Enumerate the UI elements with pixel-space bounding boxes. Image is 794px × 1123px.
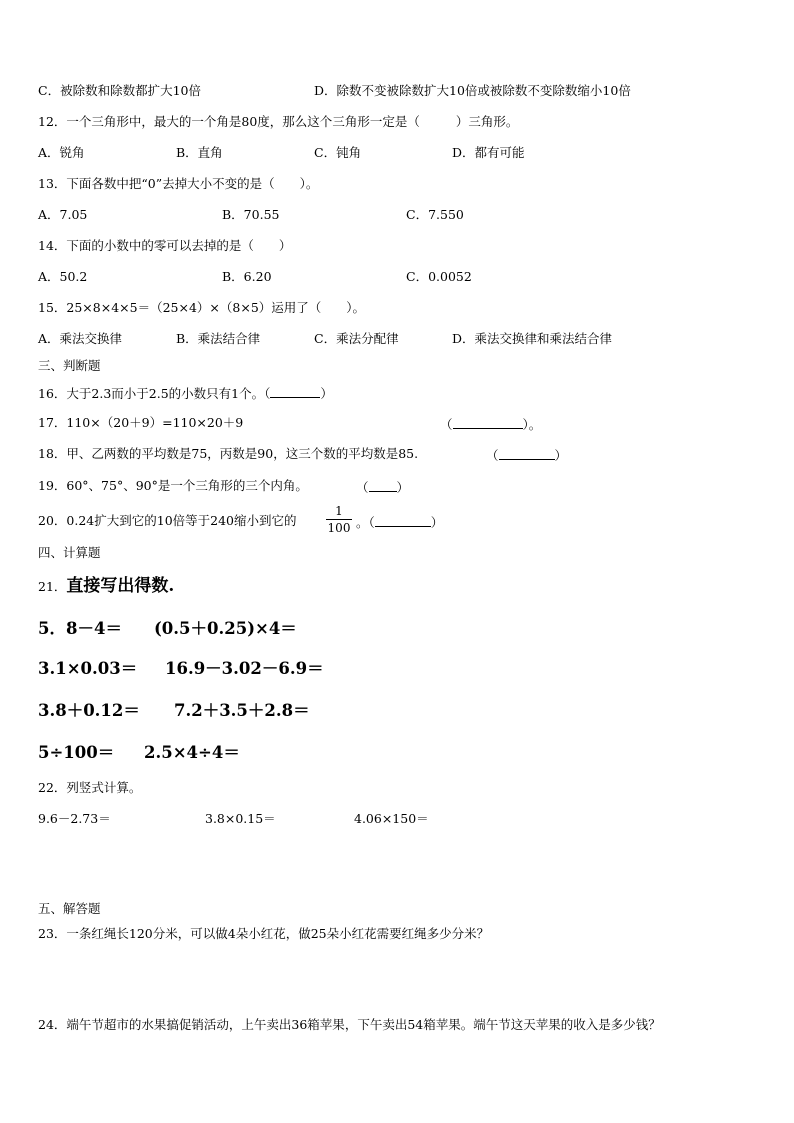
q20-after: 。（ xyxy=(356,515,375,530)
q19-close: ） xyxy=(396,480,410,495)
q18-answer xyxy=(486,448,567,463)
q15-option-a: A．乘法交换律 xyxy=(38,331,123,346)
section-5-heading: 五、解答题 xyxy=(38,901,101,916)
section-4-heading: 四、计算题 xyxy=(38,545,101,560)
q15-option-c: C．乘法分配律 xyxy=(314,331,399,346)
q21-item: 3.1×0.03＝ xyxy=(38,659,138,678)
q13-option-a: A．7.05 xyxy=(38,207,88,222)
q14-stem: 14．下面的小数中的零可以去掉的是（ ） xyxy=(38,238,292,253)
q17-answer-blank[interactable] xyxy=(453,417,523,429)
q21-item: 16.9－3.02－6.9＝ xyxy=(165,659,324,678)
q16-close: ） xyxy=(320,386,333,401)
q12-option-c: C．钝角 xyxy=(314,145,362,160)
q15-stem: 15．25×8×4×5＝（25×4）×（8×5）运用了（ ）。 xyxy=(38,300,366,315)
q21-title: 直接写出得数. xyxy=(66,576,175,596)
q21-item: 2.5×4÷4＝ xyxy=(144,743,240,762)
q17-close: ）。 xyxy=(522,417,542,432)
q17-text: 17．110×（20＋9）=110×20＋9 xyxy=(38,415,244,430)
q18-open: （ xyxy=(486,448,499,463)
q16-text: 16．大于2.3而小于2.5的小数只有1个。（ xyxy=(38,386,271,401)
q20-text: 20．0.24扩大到它的10倍等于240缩小到它的 xyxy=(38,513,297,528)
q12-stem-part2: ）三角形。 xyxy=(455,114,519,129)
section-3-heading: 三、判断题 xyxy=(38,358,101,373)
q20-answer-blank[interactable] xyxy=(375,515,431,527)
q16-answer-blank[interactable] xyxy=(270,386,320,398)
q21-item: 5÷100＝ xyxy=(38,743,115,762)
q16 xyxy=(38,386,333,401)
q20-close: ） xyxy=(430,515,444,530)
q21-item: 7.2＋3.5＋2.8＝ xyxy=(174,701,310,720)
q20-fraction-numerator: 1 xyxy=(335,504,343,518)
q21-item: 3.8＋0.12＝ xyxy=(38,701,140,720)
q12-option-b: B．直角 xyxy=(176,145,223,160)
q12-stem-part1: 12．一个三角形中，最大的一个角是80度，那么这个三角形一定是（ xyxy=(38,114,420,129)
q14-option-a: A．50.2 xyxy=(38,269,88,284)
q24: 24．端午节超市的水果搞促销活动，上午卖出36箱苹果，下午卖出54箱苹果。端午节这天苹果的收入是多少钱？ xyxy=(38,1017,661,1032)
q14-option-b: B．6.20 xyxy=(222,269,272,284)
q20-answer xyxy=(356,515,443,530)
q18-answer-blank[interactable] xyxy=(499,448,555,460)
q15-option-d: D．乘法交换律和乘法结合律 xyxy=(452,331,613,346)
q20-fraction-denominator: 100 xyxy=(327,521,351,535)
q12-option-a: A．锐角 xyxy=(38,145,85,160)
q17-answer xyxy=(440,417,541,432)
q22-stem: 22．列竖式计算。 xyxy=(38,780,142,795)
q17-open: （ xyxy=(440,417,453,432)
q12-option-d: D．都有可能 xyxy=(452,145,525,160)
q21-item: (0.5＋0.25)×4＝ xyxy=(154,619,297,638)
q15-option-b: B．乘法结合律 xyxy=(176,331,261,346)
q13-option-b: B．70.55 xyxy=(222,207,280,222)
q11-option-c: C．被除数和除数都扩大10倍 xyxy=(38,83,201,98)
q19-open: （ xyxy=(356,480,369,495)
q18-close: ） xyxy=(554,448,568,463)
q19-text: 19．60°、75°、90°是一个三角形的三个内角。 xyxy=(38,478,308,493)
q21-heading xyxy=(38,578,174,595)
q23: 23．一条红绳长120分米，可以做4朵小红花，做25朵小红花需要红绳多少分米？ xyxy=(38,926,490,941)
q19-answer xyxy=(356,480,409,495)
q13-stem: 13．下面各数中把“0”去掉大小不变的是（ ）。 xyxy=(38,176,319,191)
q22-item: 4.06×150＝ xyxy=(354,811,429,826)
q18-text: 18．甲、乙两数的平均数是75，丙数是90，这三个数的平均数是85. xyxy=(38,446,419,461)
q19-answer-blank[interactable] xyxy=(369,480,397,492)
q21-item: 5．8－4＝ xyxy=(38,619,122,638)
q13-option-c: C．7.550 xyxy=(406,207,464,222)
q14-option-c: C．0.0052 xyxy=(406,269,472,284)
q21-number: 21． xyxy=(38,579,67,594)
q12-stem xyxy=(38,116,518,129)
q22-item: 9.6－2.73＝ xyxy=(38,811,111,826)
q22-item: 3.8×0.15＝ xyxy=(205,811,276,826)
q20-fraction xyxy=(326,505,352,534)
q11-option-d: D．除数不变被除数扩大10倍或被除数不变除数缩小10倍 xyxy=(314,83,631,98)
